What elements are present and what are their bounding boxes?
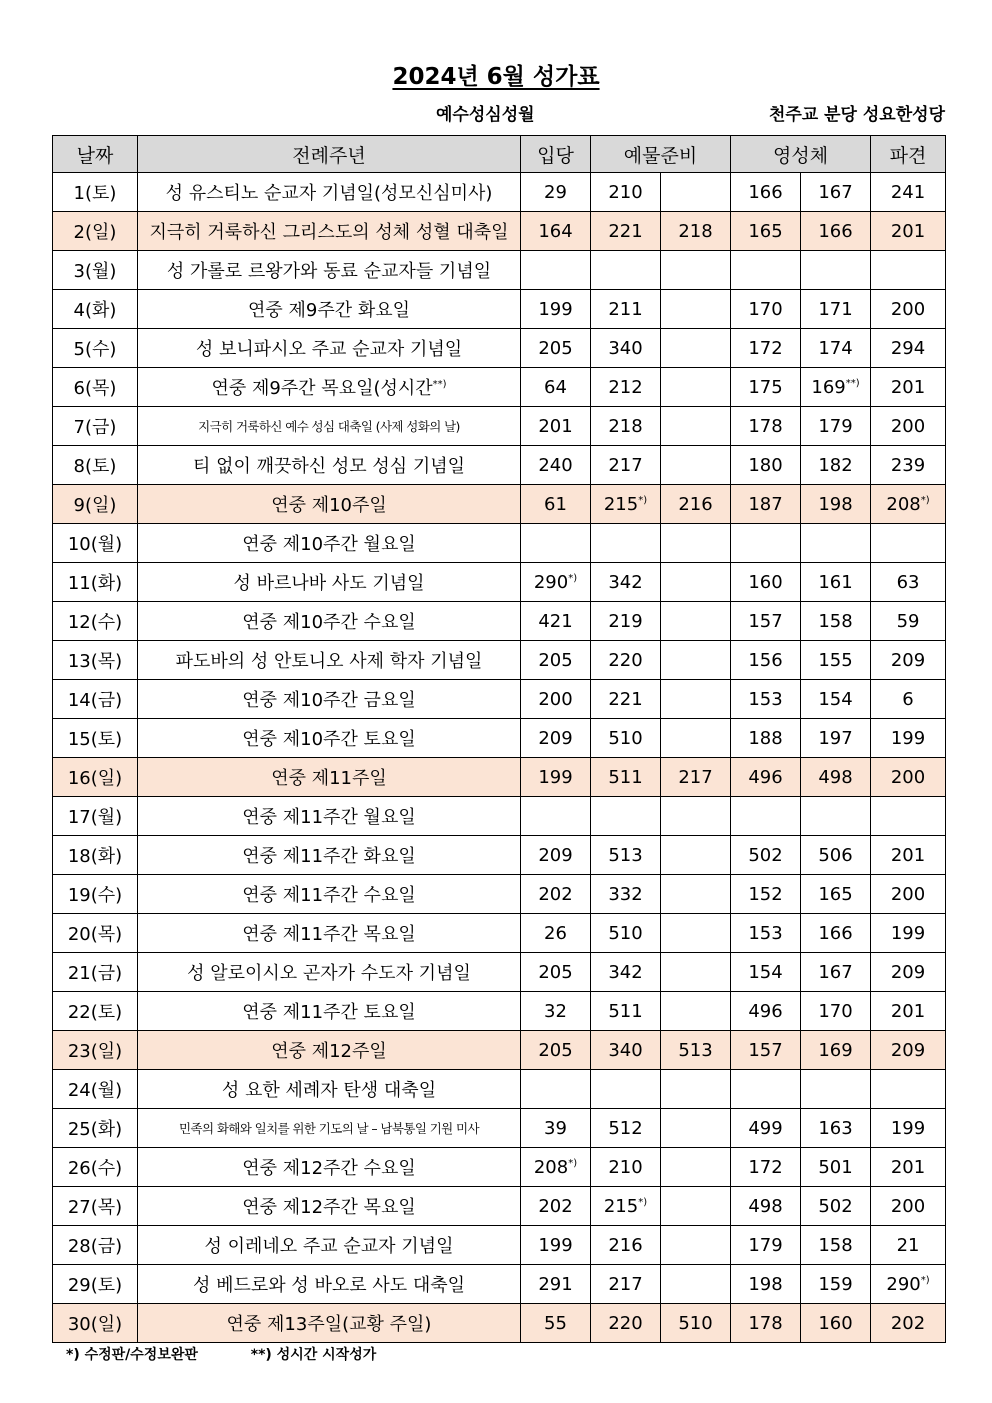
cell-communion2 [801,251,871,290]
table-row [53,758,946,797]
cell-communion1: 187 [731,485,801,524]
cell-offertory1: 220 [591,641,661,680]
header-recessional: 파견 [871,136,946,173]
table-row [53,524,946,563]
cell-entrance: 39 [521,1109,591,1148]
cell-communion1: 166 [731,173,801,212]
cell-offertory2 [661,875,731,914]
cell-communion2: 155 [801,641,871,680]
cell-offertory2 [661,329,731,368]
cell-date: 6(목) [53,368,138,407]
cell-entrance: 199 [521,1226,591,1265]
header-entrance: 입당 [521,136,591,173]
cell-communion2: 166 [801,212,871,251]
cell-offertory2 [661,1187,731,1226]
cell-date: 12(수) [53,602,138,641]
cell-date: 24(월) [53,1070,138,1109]
table-row [53,212,946,251]
footnotes [66,1344,424,1364]
cell-feast: 성 요한 세례자 탄생 대축일 [138,1070,521,1109]
table-row [53,641,946,680]
cell-date: 20(목) [53,914,138,953]
cell-recessional: 290*) [871,1265,946,1304]
cell-offertory2 [661,680,731,719]
cell-feast: 연중 제11주간 화요일 [138,836,521,875]
cell-recessional: 200 [871,290,946,329]
cell-recessional: 200 [871,407,946,446]
hymn-table [52,135,946,1343]
cell-recessional: 294 [871,329,946,368]
cell-offertory1: 215*) [591,485,661,524]
cell-communion2 [801,1070,871,1109]
cell-offertory1: 511 [591,992,661,1031]
cell-communion2: 174 [801,329,871,368]
cell-communion1: 499 [731,1109,801,1148]
cell-communion2: 154 [801,680,871,719]
cell-communion1: 157 [731,602,801,641]
table-row [53,1226,946,1265]
table-row [53,797,946,836]
cell-feast: 연중 제10주일 [138,485,521,524]
cell-offertory1: 219 [591,602,661,641]
cell-date: 19(수) [53,875,138,914]
cell-entrance: 29 [521,173,591,212]
table-row [53,173,946,212]
cell-communion2: 506 [801,836,871,875]
table-header-row [53,136,946,173]
table-row [53,290,946,329]
table-row [53,1148,946,1187]
cell-entrance: 240 [521,446,591,485]
month-theme: 예수성심성월 [436,105,535,125]
cell-entrance: 32 [521,992,591,1031]
cell-date: 26(수) [53,1148,138,1187]
cell-offertory1 [591,1070,661,1109]
cell-offertory2 [661,368,731,407]
table-row [53,1109,946,1148]
table-row [53,1304,946,1343]
cell-offertory2 [661,602,731,641]
cell-date: 27(목) [53,1187,138,1226]
parish-name: 천주교 분당 성요한성당 [768,105,945,125]
cell-feast: 지극히 거룩하신 예수 성심 대축일 (사제 성화의 날) [138,407,521,446]
footnote-double: **) 성시간 시작성가 [250,1347,377,1363]
cell-recessional [871,797,946,836]
cell-communion2 [801,797,871,836]
cell-date: 5(수) [53,329,138,368]
cell-offertory2: 216 [661,485,731,524]
table-row [53,680,946,719]
cell-recessional: 201 [871,836,946,875]
cell-recessional: 241 [871,173,946,212]
cell-feast: 연중 제11주일 [138,758,521,797]
cell-communion2: 167 [801,173,871,212]
cell-offertory2 [661,524,731,563]
cell-recessional: 21 [871,1226,946,1265]
cell-offertory1: 217 [591,446,661,485]
cell-entrance: 202 [521,1187,591,1226]
cell-offertory1: 221 [591,680,661,719]
cell-recessional: 59 [871,602,946,641]
cell-recessional: 6 [871,680,946,719]
table-row [53,1031,946,1070]
cell-feast: 성 보니파시오 주교 순교자 기념일 [138,329,521,368]
cell-recessional [871,251,946,290]
cell-offertory1: 221 [591,212,661,251]
cell-communion1: 496 [731,992,801,1031]
cell-communion2: 159 [801,1265,871,1304]
cell-recessional: 63 [871,563,946,602]
table-body [53,173,946,1343]
cell-communion1: 498 [731,1187,801,1226]
cell-communion1: 172 [731,329,801,368]
cell-communion2: 160 [801,1304,871,1343]
table-row [53,992,946,1031]
cell-date: 9(일) [53,485,138,524]
table-row [53,719,946,758]
cell-recessional: 209 [871,953,946,992]
cell-communion1: 188 [731,719,801,758]
cell-offertory1: 513 [591,836,661,875]
table-row [53,602,946,641]
cell-offertory2 [661,251,731,290]
cell-offertory1: 212 [591,368,661,407]
cell-communion2: 179 [801,407,871,446]
cell-entrance: 202 [521,875,591,914]
cell-communion1: 152 [731,875,801,914]
table-row [53,875,946,914]
cell-communion1: 172 [731,1148,801,1187]
cell-recessional: 209 [871,1031,946,1070]
table-row [53,407,946,446]
cell-communion1 [731,251,801,290]
cell-entrance: 209 [521,836,591,875]
cell-offertory2 [661,836,731,875]
cell-offertory2: 513 [661,1031,731,1070]
cell-recessional: 209 [871,641,946,680]
cell-date: 2(일) [53,212,138,251]
cell-feast: 연중 제12주간 목요일 [138,1187,521,1226]
cell-recessional: 201 [871,1148,946,1187]
cell-communion1: 170 [731,290,801,329]
table-row [53,914,946,953]
cell-entrance: 55 [521,1304,591,1343]
cell-offertory2 [661,1226,731,1265]
cell-feast: 연중 제13주일(교황 주일) [138,1304,521,1343]
cell-offertory2 [661,797,731,836]
cell-entrance: 201 [521,407,591,446]
cell-communion2: 166 [801,914,871,953]
cell-offertory1 [591,797,661,836]
cell-communion2: 170 [801,992,871,1031]
cell-entrance [521,797,591,836]
cell-offertory1: 340 [591,329,661,368]
cell-date: 1(토) [53,173,138,212]
cell-offertory1: 210 [591,1148,661,1187]
cell-feast: 연중 제10주간 수요일 [138,602,521,641]
cell-communion1: 157 [731,1031,801,1070]
cell-communion1: 156 [731,641,801,680]
page-title-wrap [0,58,992,91]
cell-offertory2 [661,563,731,602]
cell-offertory2 [661,446,731,485]
cell-date: 10(월) [53,524,138,563]
cell-feast: 연중 제9주간 화요일 [138,290,521,329]
cell-entrance: 208*) [521,1148,591,1187]
cell-date: 23(일) [53,1031,138,1070]
cell-offertory2 [661,992,731,1031]
cell-date: 8(토) [53,446,138,485]
cell-offertory1: 217 [591,1265,661,1304]
header-communion: 영성체 [731,136,871,173]
header-offertory: 예물준비 [591,136,731,173]
cell-feast: 성 베드로와 성 바오로 사도 대축일 [138,1265,521,1304]
cell-communion2: 169 [801,1031,871,1070]
cell-entrance [521,251,591,290]
cell-recessional: 239 [871,446,946,485]
table-row [53,329,946,368]
table-row [53,1187,946,1226]
cell-date: 13(목) [53,641,138,680]
cell-entrance: 290*) [521,563,591,602]
cell-recessional: 199 [871,914,946,953]
cell-feast: 성 알로이시오 곤자가 수도자 기념일 [138,953,521,992]
cell-communion1: 502 [731,836,801,875]
cell-date: 11(화) [53,563,138,602]
cell-offertory1: 510 [591,914,661,953]
cell-offertory1: 332 [591,875,661,914]
cell-feast: 연중 제10주간 금요일 [138,680,521,719]
cell-feast: 민족의 화해와 일치를 위한 기도의 날 – 남북통일 기원 미사 [138,1109,521,1148]
cell-offertory1: 210 [591,173,661,212]
cell-recessional [871,524,946,563]
cell-communion1: 165 [731,212,801,251]
table-row [53,563,946,602]
cell-date: 18(화) [53,836,138,875]
cell-entrance: 164 [521,212,591,251]
cell-feast: 성 바르나바 사도 기념일 [138,563,521,602]
cell-entrance: 291 [521,1265,591,1304]
cell-offertory2 [661,290,731,329]
cell-entrance: 205 [521,641,591,680]
cell-offertory1: 512 [591,1109,661,1148]
cell-recessional: 200 [871,758,946,797]
cell-entrance [521,1070,591,1109]
cell-entrance: 61 [521,485,591,524]
cell-communion2: 197 [801,719,871,758]
cell-offertory1: 215*) [591,1187,661,1226]
cell-entrance: 199 [521,290,591,329]
cell-offertory1: 510 [591,719,661,758]
page-title: 2024년 6월 성가표 [392,64,600,90]
cell-offertory2: 217 [661,758,731,797]
cell-communion2: 502 [801,1187,871,1226]
cell-offertory2 [661,407,731,446]
cell-feast: 연중 제11주간 수요일 [138,875,521,914]
cell-communion2: 501 [801,1148,871,1187]
cell-feast: 지극히 거룩하신 그리스도의 성체 성혈 대축일 [138,212,521,251]
cell-date: 21(금) [53,953,138,992]
cell-offertory2 [661,1265,731,1304]
cell-communion2: 167 [801,953,871,992]
cell-date: 7(금) [53,407,138,446]
header-date: 날짜 [53,136,138,173]
cell-feast: 연중 제10주간 월요일 [138,524,521,563]
cell-recessional: 199 [871,1109,946,1148]
cell-communion1: 154 [731,953,801,992]
cell-feast: 연중 제12주간 수요일 [138,1148,521,1187]
cell-feast: 성 유스티노 순교자 기념일(성모신심미사) [138,173,521,212]
cell-recessional: 202 [871,1304,946,1343]
cell-date: 15(토) [53,719,138,758]
cell-feast: 연중 제12주일 [138,1031,521,1070]
cell-communion2: 158 [801,1226,871,1265]
cell-feast: 연중 제9주간 목요일(성시간**) [138,368,521,407]
cell-date: 25(화) [53,1109,138,1148]
cell-communion2: 161 [801,563,871,602]
cell-entrance: 26 [521,914,591,953]
header-feast: 전례주년 [138,136,521,173]
cell-offertory1 [591,251,661,290]
cell-communion1: 153 [731,914,801,953]
cell-offertory1: 216 [591,1226,661,1265]
cell-offertory1: 342 [591,563,661,602]
cell-recessional: 208*) [871,485,946,524]
table-row [53,485,946,524]
table-row [53,953,946,992]
cell-recessional: 200 [871,875,946,914]
cell-communion1: 178 [731,407,801,446]
cell-date: 28(금) [53,1226,138,1265]
cell-communion1 [731,797,801,836]
cell-feast: 연중 제10주간 토요일 [138,719,521,758]
table-row [53,251,946,290]
cell-offertory1: 342 [591,953,661,992]
cell-date: 16(일) [53,758,138,797]
cell-communion1 [731,524,801,563]
cell-communion2: 182 [801,446,871,485]
cell-entrance: 421 [521,602,591,641]
cell-communion1: 198 [731,1265,801,1304]
cell-offertory1: 218 [591,407,661,446]
cell-offertory2: 218 [661,212,731,251]
cell-entrance: 200 [521,680,591,719]
cell-recessional: 199 [871,719,946,758]
cell-offertory2 [661,173,731,212]
cell-communion1: 153 [731,680,801,719]
cell-offertory1: 340 [591,1031,661,1070]
table-row [53,368,946,407]
cell-communion2: 169**) [801,368,871,407]
cell-entrance: 199 [521,758,591,797]
cell-date: 4(화) [53,290,138,329]
table-row [53,446,946,485]
cell-offertory2 [661,1109,731,1148]
cell-entrance: 205 [521,953,591,992]
cell-recessional: 201 [871,992,946,1031]
cell-communion2: 198 [801,485,871,524]
cell-communion2: 171 [801,290,871,329]
cell-entrance: 205 [521,329,591,368]
cell-communion1 [731,1070,801,1109]
cell-communion1: 178 [731,1304,801,1343]
cell-recessional [871,1070,946,1109]
cell-communion2: 158 [801,602,871,641]
cell-date: 3(월) [53,251,138,290]
cell-feast: 연중 제11주간 월요일 [138,797,521,836]
cell-communion1: 179 [731,1226,801,1265]
cell-feast: 티 없이 깨끗하신 성모 성심 기념일 [138,446,521,485]
table-row [53,836,946,875]
table-row [53,1070,946,1109]
cell-feast: 성 이레네오 주교 순교자 기념일 [138,1226,521,1265]
cell-date: 22(토) [53,992,138,1031]
cell-entrance: 205 [521,1031,591,1070]
cell-entrance: 64 [521,368,591,407]
cell-communion1: 496 [731,758,801,797]
cell-date: 17(월) [53,797,138,836]
cell-feast: 성 가롤로 르왕가와 동료 순교자들 기념일 [138,251,521,290]
cell-communion2: 165 [801,875,871,914]
cell-offertory2 [661,914,731,953]
cell-offertory2 [661,1148,731,1187]
cell-offertory1: 220 [591,1304,661,1343]
cell-date: 29(토) [53,1265,138,1304]
cell-date: 14(금) [53,680,138,719]
cell-offertory1 [591,524,661,563]
cell-date: 30(일) [53,1304,138,1343]
cell-offertory1: 211 [591,290,661,329]
cell-communion2 [801,524,871,563]
cell-communion1: 160 [731,563,801,602]
cell-recessional: 201 [871,212,946,251]
cell-entrance: 209 [521,719,591,758]
cell-communion2: 498 [801,758,871,797]
table-row [53,1265,946,1304]
cell-entrance [521,524,591,563]
cell-offertory2: 510 [661,1304,731,1343]
cell-recessional: 200 [871,1187,946,1226]
cell-offertory2 [661,641,731,680]
cell-recessional: 201 [871,368,946,407]
cell-offertory1: 511 [591,758,661,797]
footnote-single: *) 수정판/수정보완판 [66,1347,198,1363]
cell-communion1: 180 [731,446,801,485]
cell-communion2: 163 [801,1109,871,1148]
cell-offertory2 [661,1070,731,1109]
cell-feast: 파도바의 성 안토니오 사제 학자 기념일 [138,641,521,680]
cell-communion1: 175 [731,368,801,407]
cell-feast: 연중 제11주간 목요일 [138,914,521,953]
cell-offertory2 [661,719,731,758]
cell-feast: 연중 제11주간 토요일 [138,992,521,1031]
cell-offertory2 [661,953,731,992]
